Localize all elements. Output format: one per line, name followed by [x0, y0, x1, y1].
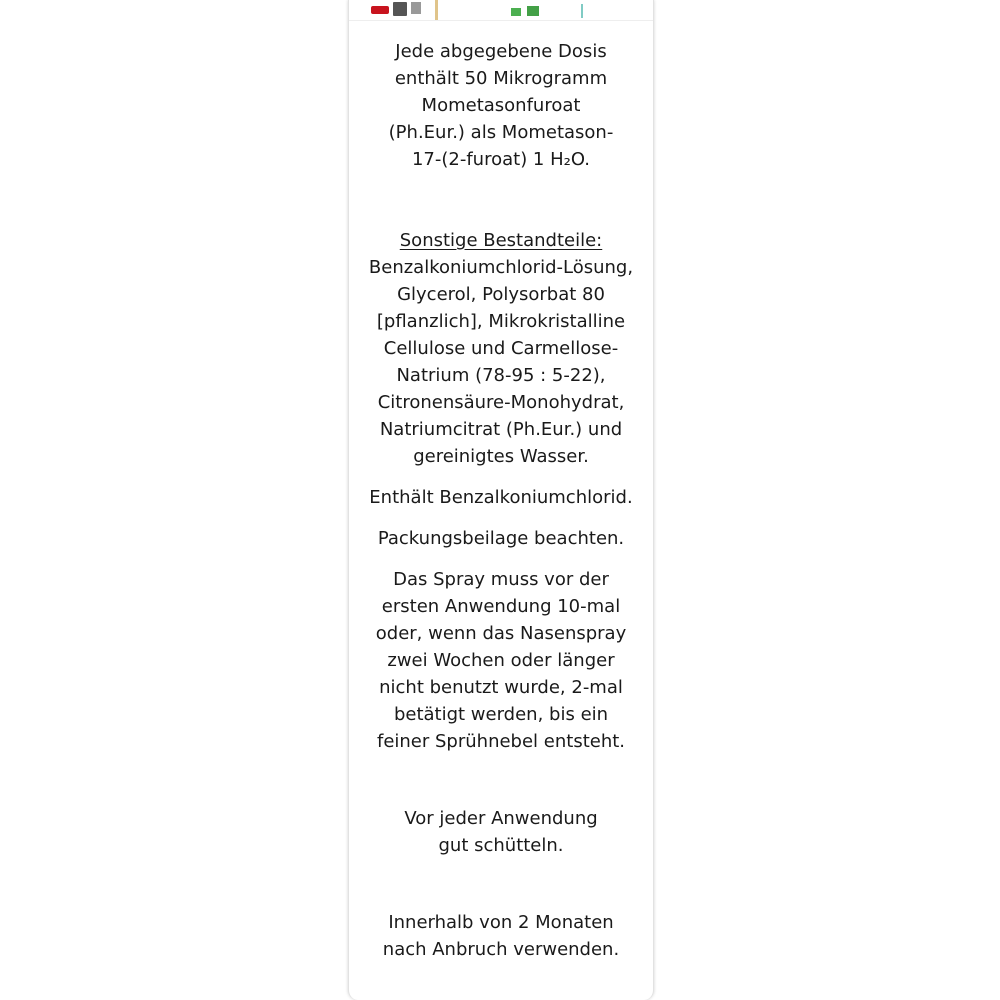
- ingredients-heading: Sonstige Bestandteile:: [399, 230, 603, 251]
- ingredient-line: Cellulose und Carmellose-: [383, 338, 619, 359]
- ingredient-line: Natriumcitrat (Ph.Eur.) und: [379, 419, 623, 440]
- usage-period-line: nach Anbruch verwenden.: [382, 939, 620, 960]
- ingredient-line: gereinigtes Wasser.: [413, 446, 589, 467]
- priming-line: Das Spray muss vor der: [393, 569, 609, 590]
- priming-line: betätigt werden, bis ein: [393, 704, 609, 725]
- package-top-edge: [349, 0, 653, 21]
- package-side-panel: [348, 0, 654, 1000]
- shake-instructions: [349, 805, 653, 859]
- ingredient-line: Natrium (78-95 : 5-22),: [396, 365, 606, 386]
- leaflet-note: Packungsbeilage beachten.: [377, 528, 625, 549]
- priming-instructions: [349, 566, 653, 755]
- priming-line: oder, wenn das Nasenspray: [375, 623, 627, 644]
- dose-line: Mometasonfuroat: [421, 95, 581, 116]
- usage-period: [349, 909, 653, 963]
- logo-fragment-red: [371, 6, 389, 14]
- divider-tan: [435, 0, 438, 20]
- ingredients-block: [349, 227, 653, 470]
- ingredient-line: [pflanzlich], Mikrokristalline: [376, 311, 626, 332]
- dose-line: 17-(2-furoat) 1 H₂O.: [411, 149, 591, 170]
- package-text: [349, 38, 653, 963]
- priming-line: feiner Sprühnebel entsteht.: [376, 731, 626, 752]
- ingredient-line: Glycerol, Polysorbat 80: [397, 284, 605, 305]
- dose-line: Jede abgegebene Dosis: [395, 41, 607, 62]
- priming-line: nicht benutzt wurde, 2-mal: [379, 677, 623, 698]
- dose-line: (Ph.Eur.) als Mometason-: [388, 122, 614, 143]
- priming-line: ersten Anwendung 10-mal: [381, 596, 621, 617]
- ingredient-line: Citronensäure-Monohydrat,: [377, 392, 625, 413]
- shake-line: Vor jeder Anwendung: [404, 808, 598, 829]
- badge-fragment-green: [511, 8, 521, 16]
- dose-statement: [349, 38, 653, 173]
- badge-fragment-green-2: [527, 6, 539, 16]
- logo-fragment-grey: [411, 2, 421, 14]
- priming-line: zwei Wochen oder länger: [387, 650, 615, 671]
- divider-teal: [581, 4, 583, 18]
- contains-note: Enthält Benzalkoniumchlorid.: [369, 487, 633, 508]
- shake-line: gut schütteln.: [438, 835, 564, 856]
- dose-line: enthält 50 Mikrogramm: [394, 68, 608, 89]
- logo-fragment-dark: [393, 2, 407, 16]
- usage-period-line: Innerhalb von 2 Monaten: [388, 912, 614, 933]
- ingredient-line: Benzalkoniumchlorid-Lösung,: [368, 257, 634, 278]
